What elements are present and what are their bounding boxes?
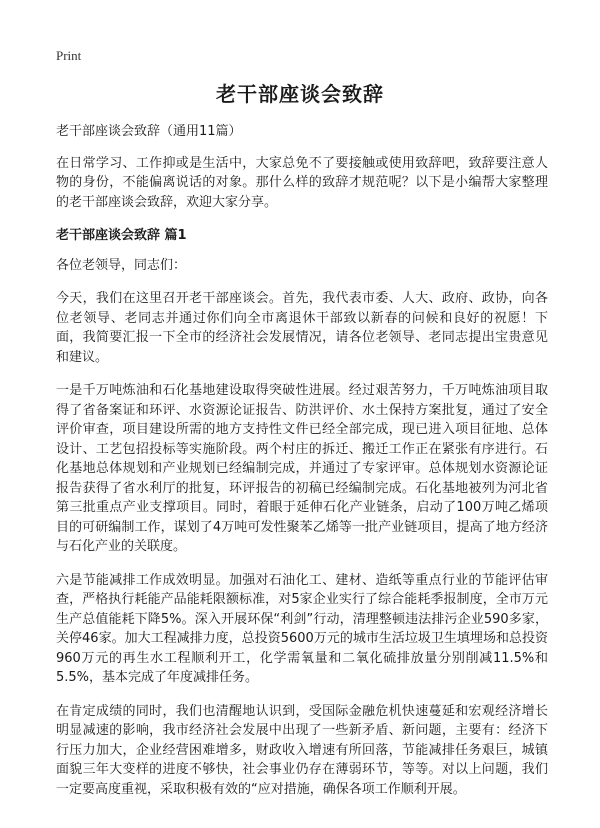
salutation: 各位老领导，同志们： xyxy=(56,257,187,273)
print-link[interactable]: Print xyxy=(56,48,82,63)
page-title: 老干部座谈会致辞 xyxy=(216,82,384,106)
body-paragraph: 在肯定成绩的同时，我们也清醒地认识到，受国际金融危机快速蔓延和宏观经济增长明显减速的影响，我市经济社会发展中出现了一些新矛盾、新问题，主要有：经济下行压力加大，企业经营困难增多，财政收入增速有所回落，节能减排任务艰巨，城镇面貌三年大变样的进度不够快，社会事业仍存在薄弱环节，等等。对以上问题，我们一定要高度重视，采取积极有效的“应对措施，确保各项工作顺利开展。 xyxy=(56,703,548,797)
intro-paragraph: 在日常学习、工作抑或是生活中，大家总免不了要接触或使用致辞吧，致辞要注意人物的身份，不能偏离说话的对象。那什么样的致辞才规范呢？以下是小编帮大家整理的老干部座谈会致辞，欢迎大家分享。 xyxy=(56,155,548,210)
body-paragraph: 六是节能减排工作成效明显。加强对石油化工、建材、造纸等重点行业的节能评估审查，严格执行耗能产品能耗限额标准，对5家企业实行了综合能耗季报制度，全市万元生产总值能耗下降5%。深入开展环保“利剑”行动，清理整顿违法排污企业590多家，关停46家。加大工程减排力度，总投资5600万元的城市生活垃圾卫生填埋场和总投资960万元的再生水工程顺利开工，化学需氧量和二氧化硫排放量分别削减11.5%和5.5%，基本完成了年度减排任务。 xyxy=(56,572,548,685)
article-body xyxy=(56,122,548,813)
body-paragraph: 今天，我们在这里召开老干部座谈会。首先，我代表市委、人大、政府、政协，向各位老领导、老同志并通过你们向全市离退休干部致以新春的问候和良好的祝愿！下面，我简要汇报一下全市的经济社会发展情况，请各位老领导、老同志提出宝贵意见和建议。 xyxy=(56,291,548,365)
body-paragraph: 一是千万吨炼油和石化基地建设取得突破性进展。经过艰苦努力，千万吨炼油项目取得了省备案证和环评、水资源论证报告、防洪评价、水土保持方案批复，通过了安全评价审查，项目建设所需的地方支持性文件已经全部完成，现已进入项目征地、总体设计、工艺包招投标等实施阶段。两个村庄的拆迁、搬迁工作正在紧张有序进行。石化基地总体规划和产业规划已经编制完成，并通过了专家评审。总体规划水资源论证报告获得了省水利厅的批复，环评报告的初稿已经编制完成。石化基地被列为河北省第三批重点产业支撑项目。同时，着眼于延伸石化产业链条，启动了100万吨乙烯项目的可研编制工作，谋划了4万吨可发性聚苯乙烯等一批产业链项目，提高了地方经济与石化产业的关联度。 xyxy=(56,383,548,554)
section-heading: 老干部座谈会致辞 篇1 xyxy=(56,228,187,243)
article-subtitle: 老干部座谈会致辞（通用11篇） xyxy=(56,124,242,139)
